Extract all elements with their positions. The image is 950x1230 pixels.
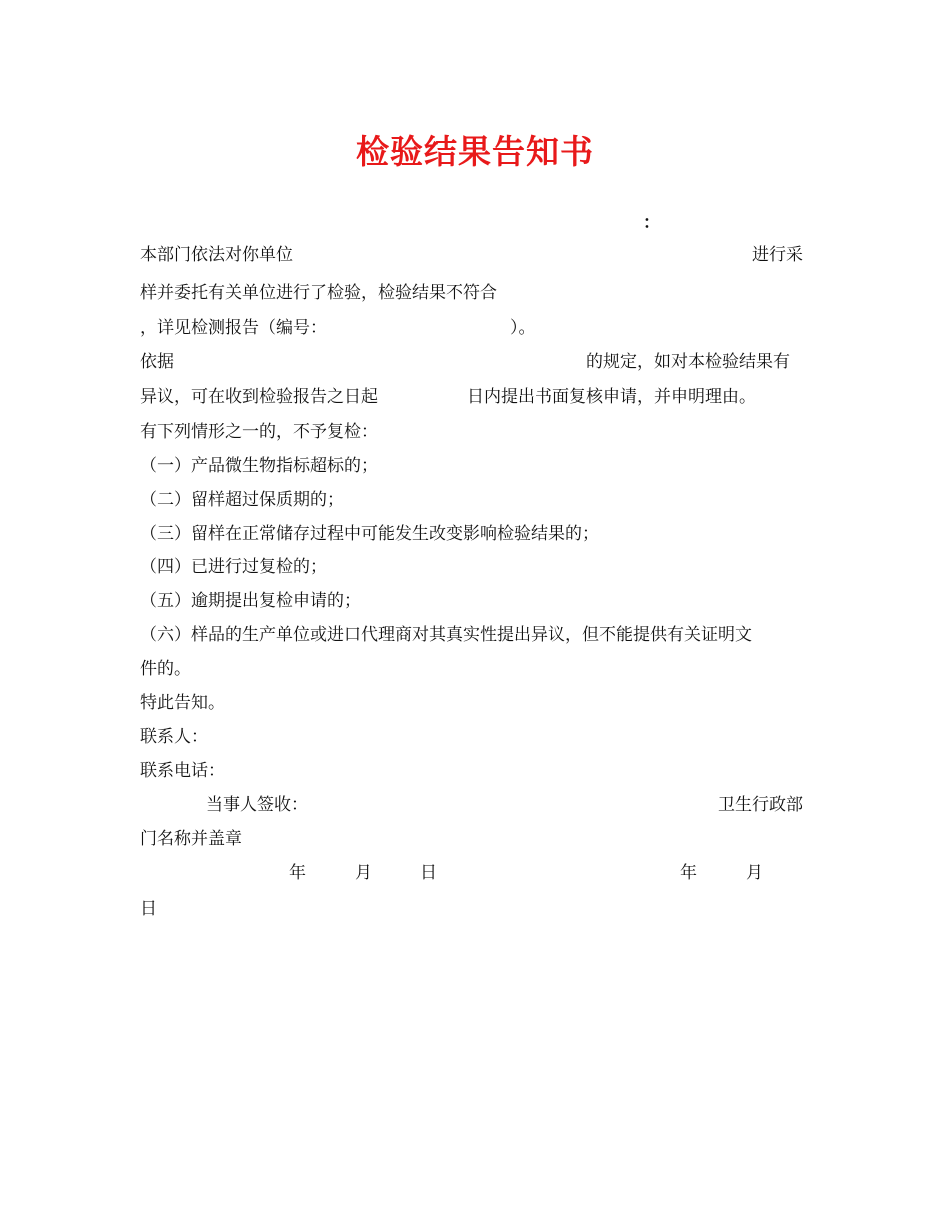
date-right-day: 日 <box>140 899 157 919</box>
recipient-colon: ： <box>643 213 660 233</box>
list-item: （六）样品的生产单位或进口代理商对其真实性提出异议，但不能提供有关证明文 <box>140 625 752 645</box>
list-item: （五）逾期提出复检申请的； <box>140 591 361 611</box>
exclusion-intro: 有下列情形之一的，不予复检： <box>140 422 378 442</box>
paragraph-4-end: 的规定，如对本检验结果有 <box>586 352 790 372</box>
paragraph-5-end: 日内提出书面复核申请，并申明理由。 <box>467 387 756 407</box>
date-right-year: 年 <box>680 863 697 883</box>
date-left-day: 日 <box>420 863 437 883</box>
date-left-year: 年 <box>289 863 306 883</box>
department-label-end: 门名称并盖章 <box>140 829 242 849</box>
document-title: 检验结果告知书 <box>356 132 594 171</box>
list-item: （三）留样在正常储存过程中可能发生改变影响检验结果的； <box>140 524 599 544</box>
list-item: （一）产品微生物指标超标的； <box>140 456 378 476</box>
paragraph-3-end: ）。 <box>510 318 536 338</box>
notice-text: 特此告知。 <box>140 693 225 713</box>
paragraph-2: 样并委托有关单位进行了检验，检验结果不符合 <box>140 283 497 303</box>
date-right-month: 月 <box>746 863 763 883</box>
list-item: （四）已进行过复检的； <box>140 557 327 577</box>
paragraph-1-end: 进行采 <box>752 245 803 265</box>
party-signature-label: 当事人签收： <box>206 795 308 815</box>
list-item-continuation: 件的。 <box>140 659 191 679</box>
paragraph-3-start: ，详见检测报告（编号： <box>140 318 327 338</box>
date-left-month: 月 <box>355 863 372 883</box>
list-item: （二）留样超过保质期的； <box>140 490 344 510</box>
contact-person-label: 联系人： <box>140 727 208 747</box>
paragraph-4-start: 依据 <box>140 352 174 372</box>
contact-phone-label: 联系电话： <box>140 761 225 781</box>
department-label-start: 卫生行政部 <box>718 795 803 815</box>
paragraph-1-start: 本部门依法对你单位 <box>140 245 293 265</box>
paragraph-5-start: 异议，可在收到检验报告之日起 <box>140 387 378 407</box>
